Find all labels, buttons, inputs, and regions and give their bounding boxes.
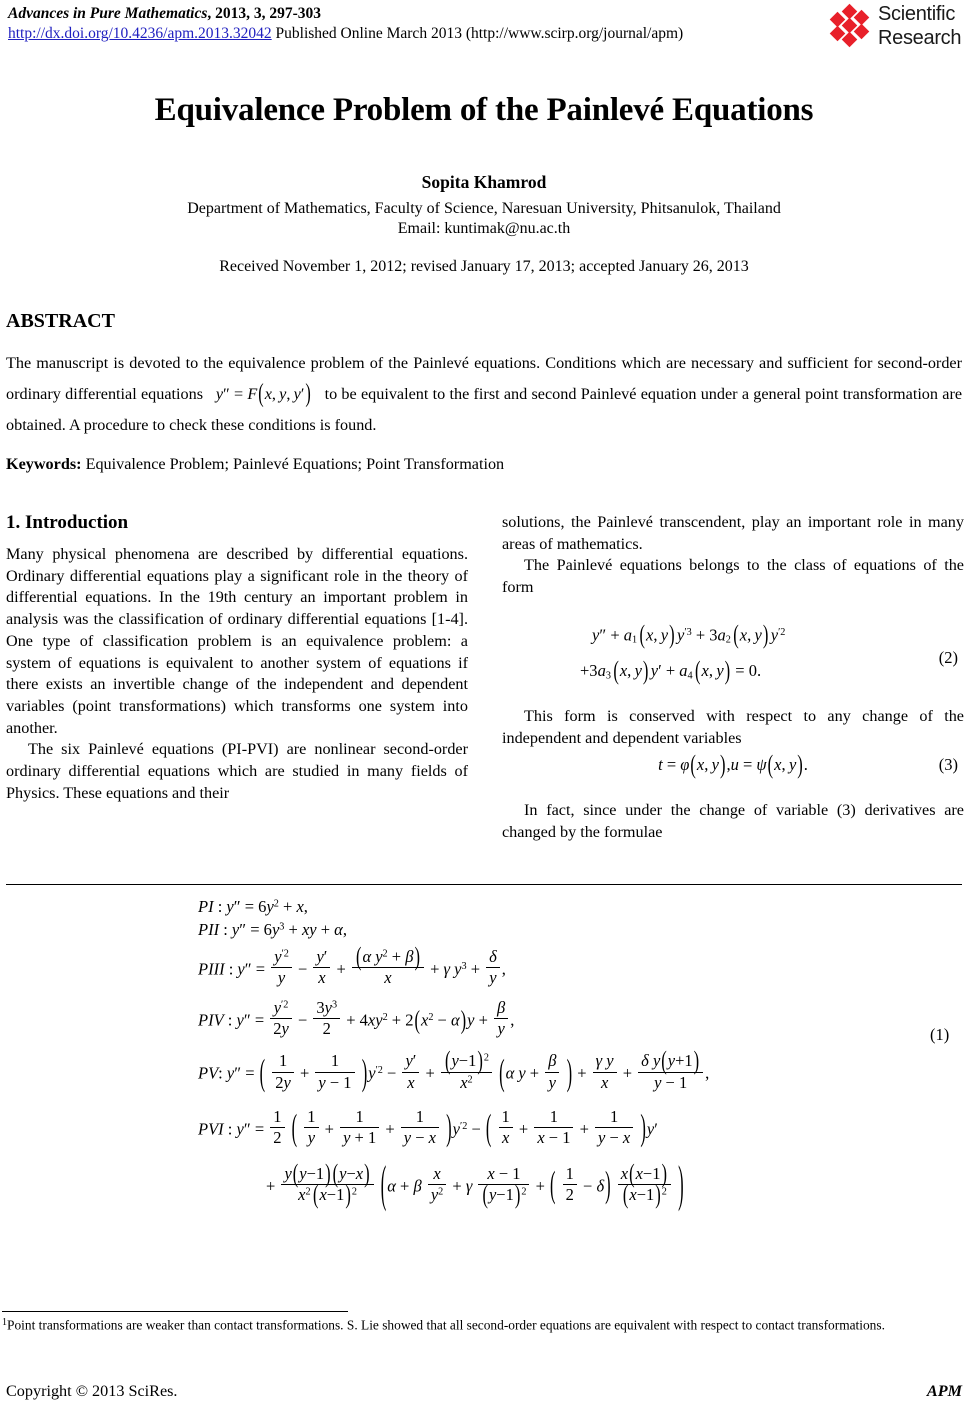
- journal-title: Advances in Pure Mathematics: [8, 5, 208, 22]
- footer-copyright: Copyright © 2013 SciRes.: [6, 1382, 178, 1400]
- publisher-logo: [828, 2, 964, 54]
- header-journal-line: [8, 4, 828, 23]
- float-separator-rule: [6, 884, 962, 885]
- right-paragraph-1: solutions, the Painlevé transcendent, play an important role in many areas of mathematics.: [502, 513, 964, 553]
- equation-PII: PII : $y'' = 6y^3$ + xy + α,: [198, 919, 347, 939]
- abstract-heading: ABSTRACT: [6, 310, 115, 332]
- footnote-marker: 1: [2, 1317, 8, 1328]
- footnote-ref-marker: [830, 706, 833, 718]
- equation-2-line-1: $y'' + a_1$ (x, y) $y^{'3} + 3a_2$ (x, y) $y^{'2}$: [592, 619, 786, 650]
- publisher-name: [878, 2, 961, 50]
- equation-1-number: (1): [930, 1025, 950, 1044]
- published-note: Published Online March 2013 (http://www.scirp.org/journal/apm): [271, 25, 684, 42]
- equation-PVI-line-1: PVI : y″ = $\frac{1}{2}$ ( $\frac{1}{y}$ + $\frac{1}{y + 1}$ + $\frac{1}{y - x}$ )$y^{'2}$ − ( $\frac{1}{x}$ + $\frac{1}{x - 1}$ + $\frac{1}{y - x}$ )y′: [198, 1105, 658, 1149]
- section-heading-introduction: 1. Introduction: [6, 512, 129, 533]
- abstract-inline-equation: y″ = F(x, y, y′): [215, 379, 311, 409]
- column-right: [502, 512, 964, 599]
- footnote-text: [2, 1314, 962, 1334]
- equation-2-number: (2): [938, 648, 958, 667]
- author-affiliation: Department of Mathematics, Faculty of Science, Naresuan University, Phitsanulok, Thailand: [187, 200, 781, 217]
- equation-PIV: PIV : y″ = $\frac{y^{'2}}{2y}$ − $\frac{3y^3}{2}$ + $4xy^2 + 2(x^2 - \alpha)y$ + $\frac{\beta}{y}$ ,: [198, 998, 515, 1039]
- footnote-rule: [2, 1311, 348, 1312]
- header-doi-line: [8, 24, 828, 44]
- equation-1-block: [198, 898, 968, 1212]
- equation-3-block: [502, 749, 964, 780]
- doi-link[interactable]: http://dx.doi.org/10.4236/apm.2013.32042: [8, 25, 272, 42]
- publisher-line-1: Scientific: [878, 3, 956, 25]
- keywords-line: [6, 455, 962, 474]
- journal-volume-info: , 2013, 3, 297-303: [207, 5, 322, 22]
- intro-paragraph-2: The six Painlevé equations (PI-PVI) are nonlinear second-order ordinary differential equations which are studied in many fields of Physics. These equations and their: [6, 740, 468, 802]
- diamond-logo-icon: [828, 6, 874, 50]
- equation-PIII: PIII : y″ = $\frac{y^{'2}}{y}$ − $\frac{y'}{x}$ + $\frac{(\alpha y^2 + \beta)}{x}$ + γ $y^3$ + $\frac{\delta}{y}$ ,: [198, 940, 506, 988]
- equation-3-body: t = φ(x, y),u = ψ(x, y).: [658, 749, 808, 780]
- equation-PI: PI : $y'' = 6y^2 + x$,: [198, 897, 308, 916]
- right-paragraph-3-wrap: [502, 706, 964, 749]
- footer-journal-abbrev: APM: [926, 1382, 962, 1400]
- submission-dates: Received November 1, 2012; revised January 17, 2013; accepted January 26, 2013: [219, 258, 749, 275]
- right-paragraph-3: This form is conserved with respect to any change of the independent and dependent variables: [502, 707, 964, 747]
- equation-PVI-line-2: + $\frac{y(y-1) (y-x)}{x^2 (x-1)^2}$ (α + β $\frac{x}{y^2}$ + γ $\frac{x - 1}{(y-1)^2}$ + ( $\frac{1}{2}$ − δ) $\frac{x(x-1)}{(x-1)^2}$ ): [266, 1154, 684, 1214]
- page-title: Equivalence Problem of the Painlevé Equations: [154, 92, 814, 128]
- right-paragraph-4: In fact, since under the change of variable (3) derivatives are changed by the formulae: [502, 801, 964, 841]
- right-paragraph-4-wrap: [502, 800, 964, 843]
- publisher-line-2: Research: [878, 27, 962, 49]
- abstract-body: [6, 348, 962, 441]
- author-email: Email: kuntimak@nu.ac.th: [397, 220, 571, 237]
- right-paragraph-2: The Painlevé equations belongs to the class of equations of the form: [502, 556, 964, 597]
- abstract-part-2: to be equivalent to the first and second Painlevé equation under a general point transformation are obtained. A procedure to check these conditions is found.: [6, 385, 963, 434]
- page-header: [8, 4, 828, 44]
- intro-paragraph-1: Many physical phenomena are described by differential equations. Ordinary differential equations play a significant role in the theory of differential equations. In the 19th century an important problem in analysis was the classification of ordinary differential equations [1-4]. One type of classification problem is an equivalence problem: a system of equations is equivalent to another system of equations if there exists an invertible change of the independent and dependent variables (point transformations) which transforms one system into another.: [6, 545, 468, 737]
- keywords-label: Keywords:: [6, 455, 82, 473]
- equation-PV: PV: y″ = ( $\frac{1}{2y}$ + $\frac{1}{y - 1}$ )$y^{'2}$ − $\frac{y'}{x}$ + $\frac{(y-1)^2}{x^2}$ (α y + $\frac{\beta}{y}$ ) + $\frac{\text{γ y}}{x}$ + $\frac{\text{δ y(y+1)}}{y - 1}$ ,: [198, 1045, 710, 1094]
- keywords-value: Equivalence Problem; Painlevé Equations; Point Transformation: [85, 455, 505, 473]
- equation-2-line-2: $+3a_3$ (x, y) $y' + a_4$ (x, y) = 0.: [580, 654, 762, 685]
- abstract-part-1: The manuscript is devoted to the equivalence problem of the Painlevé equations. Conditions which are necessary and sufficient for second-order ordinary differential equations: [6, 354, 962, 403]
- footnote-body: Point transformations are weaker than contact transformations. S. Lie showed that all second-order equations are equivalent with respect to contact transformations.: [7, 1317, 885, 1333]
- author-name: Sopita Khamrod: [421, 172, 547, 192]
- equation-2-block: [502, 618, 964, 691]
- column-left: [6, 512, 468, 804]
- equation-3-number: (3): [938, 755, 958, 774]
